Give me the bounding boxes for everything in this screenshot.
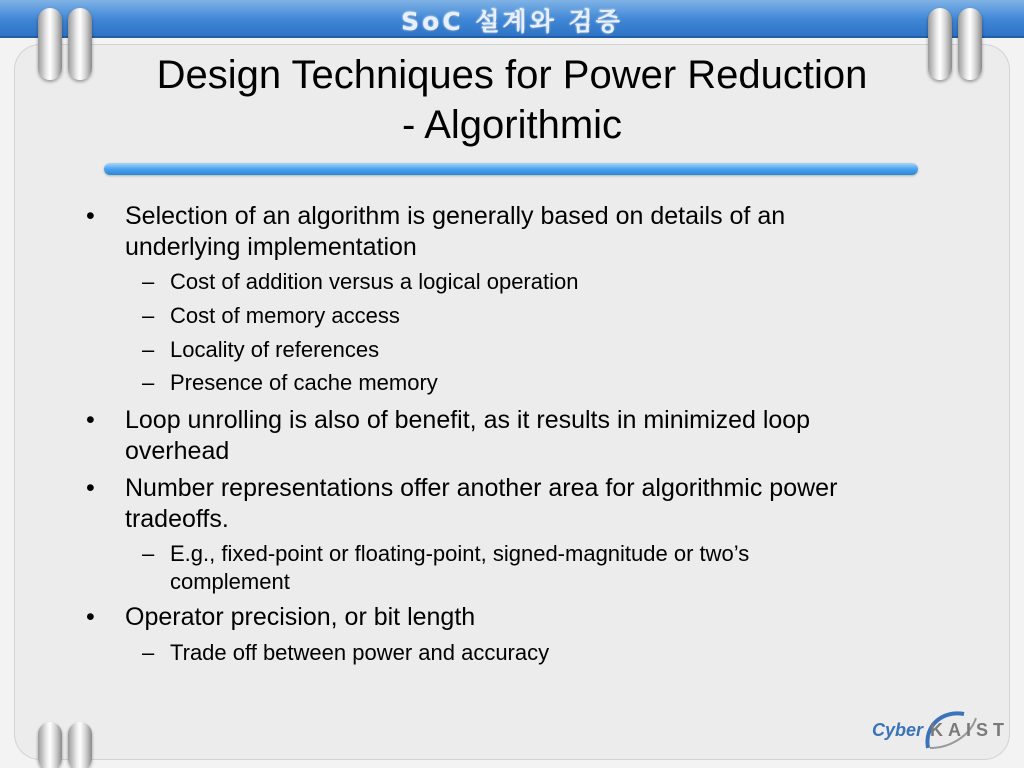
bullet-text-line: Selection of an algorithm is generally based on details of an bbox=[125, 202, 786, 230]
bullet-marker: • bbox=[86, 603, 95, 631]
slide-title-line-2: - Algorithmic bbox=[401, 103, 623, 147]
dash-marker: – bbox=[142, 541, 155, 566]
bullet-text-line: overhead bbox=[125, 437, 230, 465]
cyber-kaist-logo bbox=[870, 708, 1010, 752]
logo-kaist-text: KAIST bbox=[930, 720, 1009, 740]
sub-bullet-text: Locality of references bbox=[170, 337, 380, 362]
bullet-marker: • bbox=[86, 474, 95, 502]
bullet-text-line: underlying implementation bbox=[125, 233, 417, 261]
bullet-text bbox=[125, 473, 985, 535]
sub-bullet-text: Presence of cache memory bbox=[170, 370, 438, 395]
sub-bullet-text: Cost of memory access bbox=[170, 303, 400, 328]
bullet-text: Operator precision, or bit length bbox=[125, 603, 476, 631]
dash-marker: – bbox=[142, 640, 155, 665]
bullet-text-line: Number representations offer another area for algorithmic power bbox=[125, 474, 838, 502]
dash-marker: – bbox=[142, 303, 155, 328]
bullet-text bbox=[125, 201, 985, 263]
bullet-marker: • bbox=[86, 202, 95, 230]
slide-title-line-1: Design Techniques for Power Reduction bbox=[156, 53, 868, 97]
sub-bullet-text: Cost of addition versus a logical operation bbox=[170, 269, 579, 294]
bullet-text-line: Loop unrolling is also of benefit, as it results in minimized loop bbox=[125, 406, 811, 434]
sub-bullet-text bbox=[170, 540, 930, 596]
sub-bullet-text-line: E.g., fixed-point or floating-point, signed-magnitude or two’s bbox=[170, 541, 750, 566]
dash-marker: – bbox=[142, 269, 155, 294]
logo-cyber-text: Cyber bbox=[872, 720, 924, 740]
banner-title: SoC 설계와 검증 bbox=[401, 7, 623, 36]
bullet-text bbox=[125, 405, 985, 467]
bullet-marker: • bbox=[86, 406, 95, 434]
bullet-text-line: tradeoffs. bbox=[125, 505, 229, 533]
dash-marker: – bbox=[142, 337, 155, 362]
sub-bullet-text: Trade off between power and accuracy bbox=[170, 640, 550, 665]
sub-bullet-text-line: complement bbox=[170, 569, 290, 594]
dash-marker: – bbox=[142, 370, 155, 395]
